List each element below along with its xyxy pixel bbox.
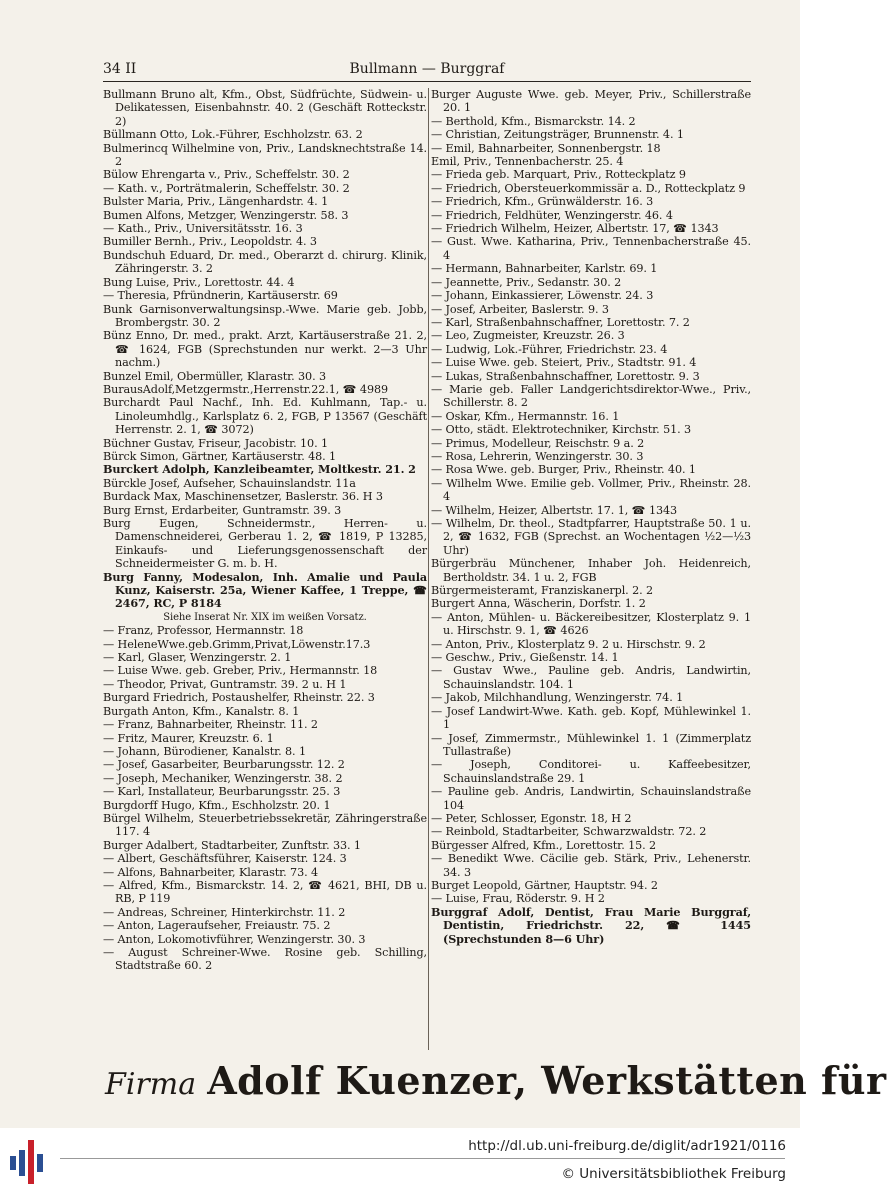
directory-entry: — Karl, Installateur, Beurbarungsstr. 25. 3 (103, 785, 341, 799)
directory-entry: — Andreas, Schreiner, Hinterkirchstr. 11. 2 (103, 905, 346, 919)
directory-entry: — Peter, Schlosser, Egonstr. 18, H 2 (431, 811, 632, 825)
directory-entry: — Johann, Bürodiener, Kanalstr. 8. 1 (103, 744, 306, 758)
directory-entry: — Jeannette, Priv., Sedanstr. 30. 2 (431, 275, 622, 289)
column-divider (428, 88, 429, 1050)
directory-entry: — Pauline geb. Andris, Landwirtin, Schauinslandstraße 104 (431, 785, 751, 812)
directory-entry: — Gustav Wwe., Pauline geb. Andris, Landwirtin, Schauinslandstr. 104. 1 (431, 664, 751, 691)
directory-entry: — Karl, Straßenbahnschaffner, Lorettostr. 7. 2 (431, 315, 690, 329)
directory-entry: — Wilhelm Wwe. Emilie geb. Vollmer, Priv., Rheinstr. 28. 4 (431, 476, 751, 504)
directory-entry: Bürgel Wilhelm, Steuerbetriebssekretär, Zähringerstraße 117. 4 (103, 811, 427, 839)
directory-entry: Burckert Adolph, Kanzleibeamter, Moltkestr. 21. 2 (103, 462, 416, 477)
directory-entry: Bünz Enno, Dr. med., prakt. Arzt, Kartäuserstraße 21. 2, ☎ 1624, FGB (Sprechstunden nur werkt. 2—3 Uhr nachm.) (103, 329, 427, 370)
directory-entry: Burgath Anton, Kfm., Kanalstr. 8. 1 (103, 704, 300, 718)
ad-text: Adolf Kuenzer, Werkstätten für (207, 1058, 887, 1103)
directory-entry: Siehe Inserat Nr. XIX im weißen Vorsatz. (163, 611, 367, 623)
directory-entry: — Ludwig, Lok.-Führer, Friedrichstr. 23. 4 (431, 342, 668, 356)
directory-entry: Burger Auguste Wwe. geb. Meyer, Priv., Schillerstraße 20. 1 (431, 88, 751, 115)
directory-entry: Burget Leopold, Gärtner, Hauptstr. 94. 2 (431, 878, 658, 892)
directory-entry: — Franz, Bahnarbeiter, Rheinstr. 11. 2 (103, 718, 318, 732)
directory-entry: — Karl, Glaser, Wenzingerstr. 2. 1 (103, 651, 292, 665)
advertisement-banner (105, 1058, 887, 1108)
directory-entry: — Otto, städt. Elektrotechniker, Kirchstr. 51. 3 (431, 423, 692, 437)
directory-entry: — Friedrich Wilhelm, Heizer, Albertstr. 17, ☎ 1343 (431, 222, 719, 236)
permalink-link[interactable]: http://dl.ub.uni-freiburg.de/diglit/adr1921/0116 (468, 1138, 786, 1154)
directory-entry: — Anton, Mühlen- u. Bäckereibesitzer, Klosterplatz 9. 1 u. Hirschstr. 9. 1, ☎ 4626 (431, 610, 751, 638)
directory-entry: Bung Luise, Priv., Lorettostr. 44. 4 (103, 275, 295, 289)
directory-entry: Büllmann Otto, Lok.-Führer, Eschholzstr. 63. 2 (103, 128, 363, 142)
directory-entry: Büchner Gustav, Friseur, Jacobistr. 10. 1 (103, 436, 328, 450)
directory-entry: Burgdorff Hugo, Kfm., Eschholzstr. 20. 1 (103, 798, 331, 812)
directory-entry: — Johann, Einkassierer, Löwenstr. 24. 3 (431, 289, 654, 303)
directory-entry: Bundschuh Eduard, Dr. med., Oberarzt d. chirurg. Klinik, Zähringerstr. 3. 2 (103, 248, 427, 276)
directory-entry: — Marie geb. Faller Landgerichtsdirektor-Wwe., Priv., Schillerstr. 8. 2 (431, 382, 751, 410)
directory-entry: Burggraf Adolf, Dentist, Frau Marie Burggraf, Dentistin, Friedrichstr. 22, ☎ 1445 (Sprechstunden 8—6 Uhr) (431, 904, 751, 946)
directory-entry: Bunzel Emil, Obermüller, Klarastr. 30. 3 (103, 369, 327, 383)
page-header (103, 58, 751, 78)
directory-entry: — Rosa, Lehrerin, Wenzingerstr. 30. 3 (431, 449, 644, 463)
directory-entry: — Friedrich, Kfm., Grünwälderstr. 16. 3 (431, 195, 654, 209)
directory-entry: — August Schreiner-Wwe. Rosine geb. Schilling, Stadtstraße 60. 2 (103, 946, 427, 973)
directory-entry: — Jakob, Milchhandlung, Wenzingerstr. 74. 1 (431, 691, 684, 705)
directory-entry: — Leo, Zugmeister, Kreuzstr. 26. 3 (431, 329, 625, 343)
page-title: Bullmann — Burggraf (349, 61, 505, 77)
directory-entry: — Josef Landwirt-Wwe. Kath. geb. Kopf, Mühlewinkel 1. 1 (431, 704, 751, 732)
directory-entry: — Alfred, Kfm., Bismarckstr. 14. 2, ☎ 4621, BHI, DB u. RB, P 119 (103, 878, 427, 906)
library-logo-icon (10, 1140, 44, 1184)
directory-entry: BurausAdolf,Metzgermstr.,Herrenstr.22.1, ☎ 4989 (103, 382, 389, 396)
directory-entry: — Friedrich, Feldhüter, Wenzingerstr. 46. 4 (431, 208, 673, 222)
page-number: 34 II (103, 61, 137, 77)
directory-entry: Burg Ernst, Erdarbeiter, Guntramstr. 39. 3 (103, 503, 342, 517)
header-rule (103, 81, 751, 82)
copyright-text: © Universitätsbibliothek Freiburg (561, 1166, 786, 1182)
directory-entry: — Emil, Bahnarbeiter, Sonnenbergstr. 18 (431, 141, 661, 155)
directory-entry: — Benedikt Wwe. Cäcilie geb. Stärk, Priv., Lehenerstr. 34. 3 (431, 852, 751, 879)
directory-entry: — Josef, Zimmermstr., Mühlewinkel 1. 1 (Zimmerplatz Tullastraße) (431, 731, 751, 758)
directory-entry: — Anton, Lokomotivführer, Wenzingerstr. 30. 3 (103, 932, 366, 946)
directory-entry: — Christian, Zeitungsträger, Brunnenstr. 4. 1 (431, 128, 684, 142)
directory-entry: Burg Eugen, Schneidermstr., Herren- u. Damenschneiderei, Gerberau 1. 2, ☎ 1819, P 13285, Einkaufs- und Lieferungsgenossenschaft der Schneidermeister G. m. b. H. (103, 517, 427, 571)
directory-entry: — Franz, Professor, Hermannstr. 18 (103, 624, 304, 638)
directory-entry: — Wilhelm, Dr. theol., Stadtpfarrer, Hauptstraße 50. 1 u. 2, ☎ 1632, FGB (Sprechst. an Wochentagen ½2—½3 Uhr) (431, 517, 751, 557)
directory-entry: Bürck Simon, Gärtner, Kartäuserstr. 48. 1 (103, 449, 337, 463)
directory-entry: — Anton, Priv., Klosterplatz 9. 2 u. Hirschstr. 9. 2 (431, 637, 706, 651)
directory-entry: — Theodor, Privat, Guntramstr. 39. 2 u. H 1 (103, 677, 347, 691)
directory-entry: Bülow Ehrengarta v., Priv., Scheffelstr. 30. 2 (103, 168, 350, 182)
directory-entry: — Rosa Wwe. geb. Burger, Priv., Rheinstr. 40. 1 (431, 463, 696, 477)
directory-entry: Burchardt Paul Nachf., Inh. Ed. Kuhlmann, Tap.- u. Linoleumhdlg., Karlsplatz 6. 2, FGB, P 13567 (Geschäft Herrenstr. 2. 1, ☎ 3072) (103, 396, 427, 437)
directory-entry: Bürgermeisteramt, Franziskanerpl. 2. 2 (431, 584, 654, 598)
directory-entry: — Albert, Geschäftsführer, Kaiserstr. 124. 3 (103, 852, 347, 866)
left-column (103, 88, 427, 1048)
directory-entry: — Wilhelm, Heizer, Albertstr. 17. 1, ☎ 1343 (431, 503, 678, 517)
directory-entry: Bullmann Bruno alt, Kfm., Obst, Südfrüchte, Südwein- u. Delikatessen, Eisenbahnstr. 40. 2 (Geschäft Rotteckstr. 2) (103, 88, 427, 128)
directory-entry: — Berthold, Kfm., Bismarckstr. 14. 2 (431, 114, 636, 128)
directory-entry: — Luise Wwe. geb. Greber, Priv., Hermannstr. 18 (103, 664, 378, 678)
directory-entry: — Josef, Gasarbeiter, Beurbarungsstr. 12. 2 (103, 758, 345, 772)
directory-entry: — Alfons, Bahnarbeiter, Klarastr. 73. 4 (103, 865, 319, 879)
directory-entry: — Luise, Frau, Röderstr. 9. H 2 (431, 892, 605, 906)
directory-entry: Burgard Friedrich, Postaushelfer, Rheinstr. 22. 3 (103, 691, 375, 705)
directory-entry: — Geschw., Priv., Gießenstr. 14. 1 (431, 651, 619, 665)
directory-entry: Emil, Priv., Tennenbacherstr. 25. 4 (431, 155, 624, 169)
directory-entry: — Frieda geb. Marquart, Priv., Rotteckplatz 9 (431, 168, 686, 182)
ad-prefix: Firma (105, 1067, 197, 1102)
directory-entry: Bumen Alfons, Metzger, Wenzingerstr. 58. 3 (103, 208, 349, 222)
footer-rule (60, 1158, 785, 1159)
directory-entry: — Joseph, Conditorei- u. Kaffeebesitzer, Schauinslandstraße 29. 1 (431, 758, 751, 785)
directory-entry: — Oskar, Kfm., Hermannstr. 16. 1 (431, 409, 620, 423)
directory-entry: — Kath. v., Porträtmalerin, Scheffelstr. 30. 2 (103, 181, 350, 195)
directory-entry: — Joseph, Mechaniker, Wenzingerstr. 38. 2 (103, 771, 343, 785)
directory-entry: — Theresia, Pfründnerin, Kartäuserstr. 69 (103, 289, 338, 303)
directory-entry: — HeleneWwe.geb.Grimm,Privat,Löwenstr.17.3 (103, 637, 371, 651)
directory-entry: Burg Fanny, Modesalon, Inh. Amalie und Paula Kunz, Kaiserstr. 25a, Wiener Kaffee, 1 Treppe, ☎ 2467, RC, P 8184 (103, 569, 427, 611)
directory-entry: Burger Adalbert, Stadtarbeiter, Zunftstr. 33. 1 (103, 838, 361, 852)
directory-entry: Bulster Maria, Priv., Längenhardstr. 4. 1 (103, 195, 329, 209)
directory-entry: — Gust. Wwe. Katharina, Priv., Tennenbacherstraße 45. 4 (431, 235, 751, 262)
directory-entry: Burdack Max, Maschinensetzer, Baslerstr. 36. H 3 (103, 490, 383, 504)
directory-entry: Bulmerincq Wilhelmine von, Priv., Landsknechtstraße 14. 2 (103, 141, 427, 169)
directory-entry: — Luise Wwe. geb. Steiert, Priv., Stadtstr. 91. 4 (431, 356, 697, 370)
directory-entry: — Hermann, Bahnarbeiter, Karlstr. 69. 1 (431, 262, 658, 276)
directory-entry: — Anton, Lageraufseher, Freiaustr. 75. 2 (103, 919, 331, 933)
directory-entry: — Fritz, Maurer, Kreuzstr. 6. 1 (103, 731, 274, 745)
directory-entry: Bürgesser Alfred, Kfm., Lorettostr. 15. 2 (431, 838, 657, 852)
directory-entry: — Reinbold, Stadtarbeiter, Schwarzwaldstr. 72. 2 (431, 825, 707, 839)
directory-entry: — Primus, Modelleur, Reischstr. 9 a. 2 (431, 436, 645, 450)
viewer-footer (0, 1128, 800, 1195)
directory-entry: — Josef, Arbeiter, Baslerstr. 9. 3 (431, 302, 609, 316)
directory-entry: — Friedrich, Obersteuerkommissär a. D., Rotteckplatz 9 (431, 181, 746, 195)
directory-entry: Bürckle Josef, Aufseher, Schauinslandstr. 11a (103, 476, 356, 490)
directory-entry: Burgert Anna, Wäscherin, Dorfstr. 1. 2 (431, 597, 646, 611)
directory-entry: — Kath., Priv., Universitätsstr. 16. 3 (103, 222, 303, 236)
directory-entry: Bunk Garnisonverwaltungsinsp.-Wwe. Marie geb. Jobb, Brombergstr. 30. 2 (103, 302, 427, 329)
directory-entry: Bürgerbräu Münchener, Inhaber Joh. Heidenreich, Bertholdstr. 34. 1 u. 2, FGB (431, 557, 751, 584)
right-column (431, 88, 751, 1048)
directory-entry: — Lukas, Straßenbahnschaffner, Lorettostr. 9. 3 (431, 369, 700, 383)
directory-entry: Bumiller Bernh., Priv., Leopoldstr. 4. 3 (103, 235, 317, 249)
